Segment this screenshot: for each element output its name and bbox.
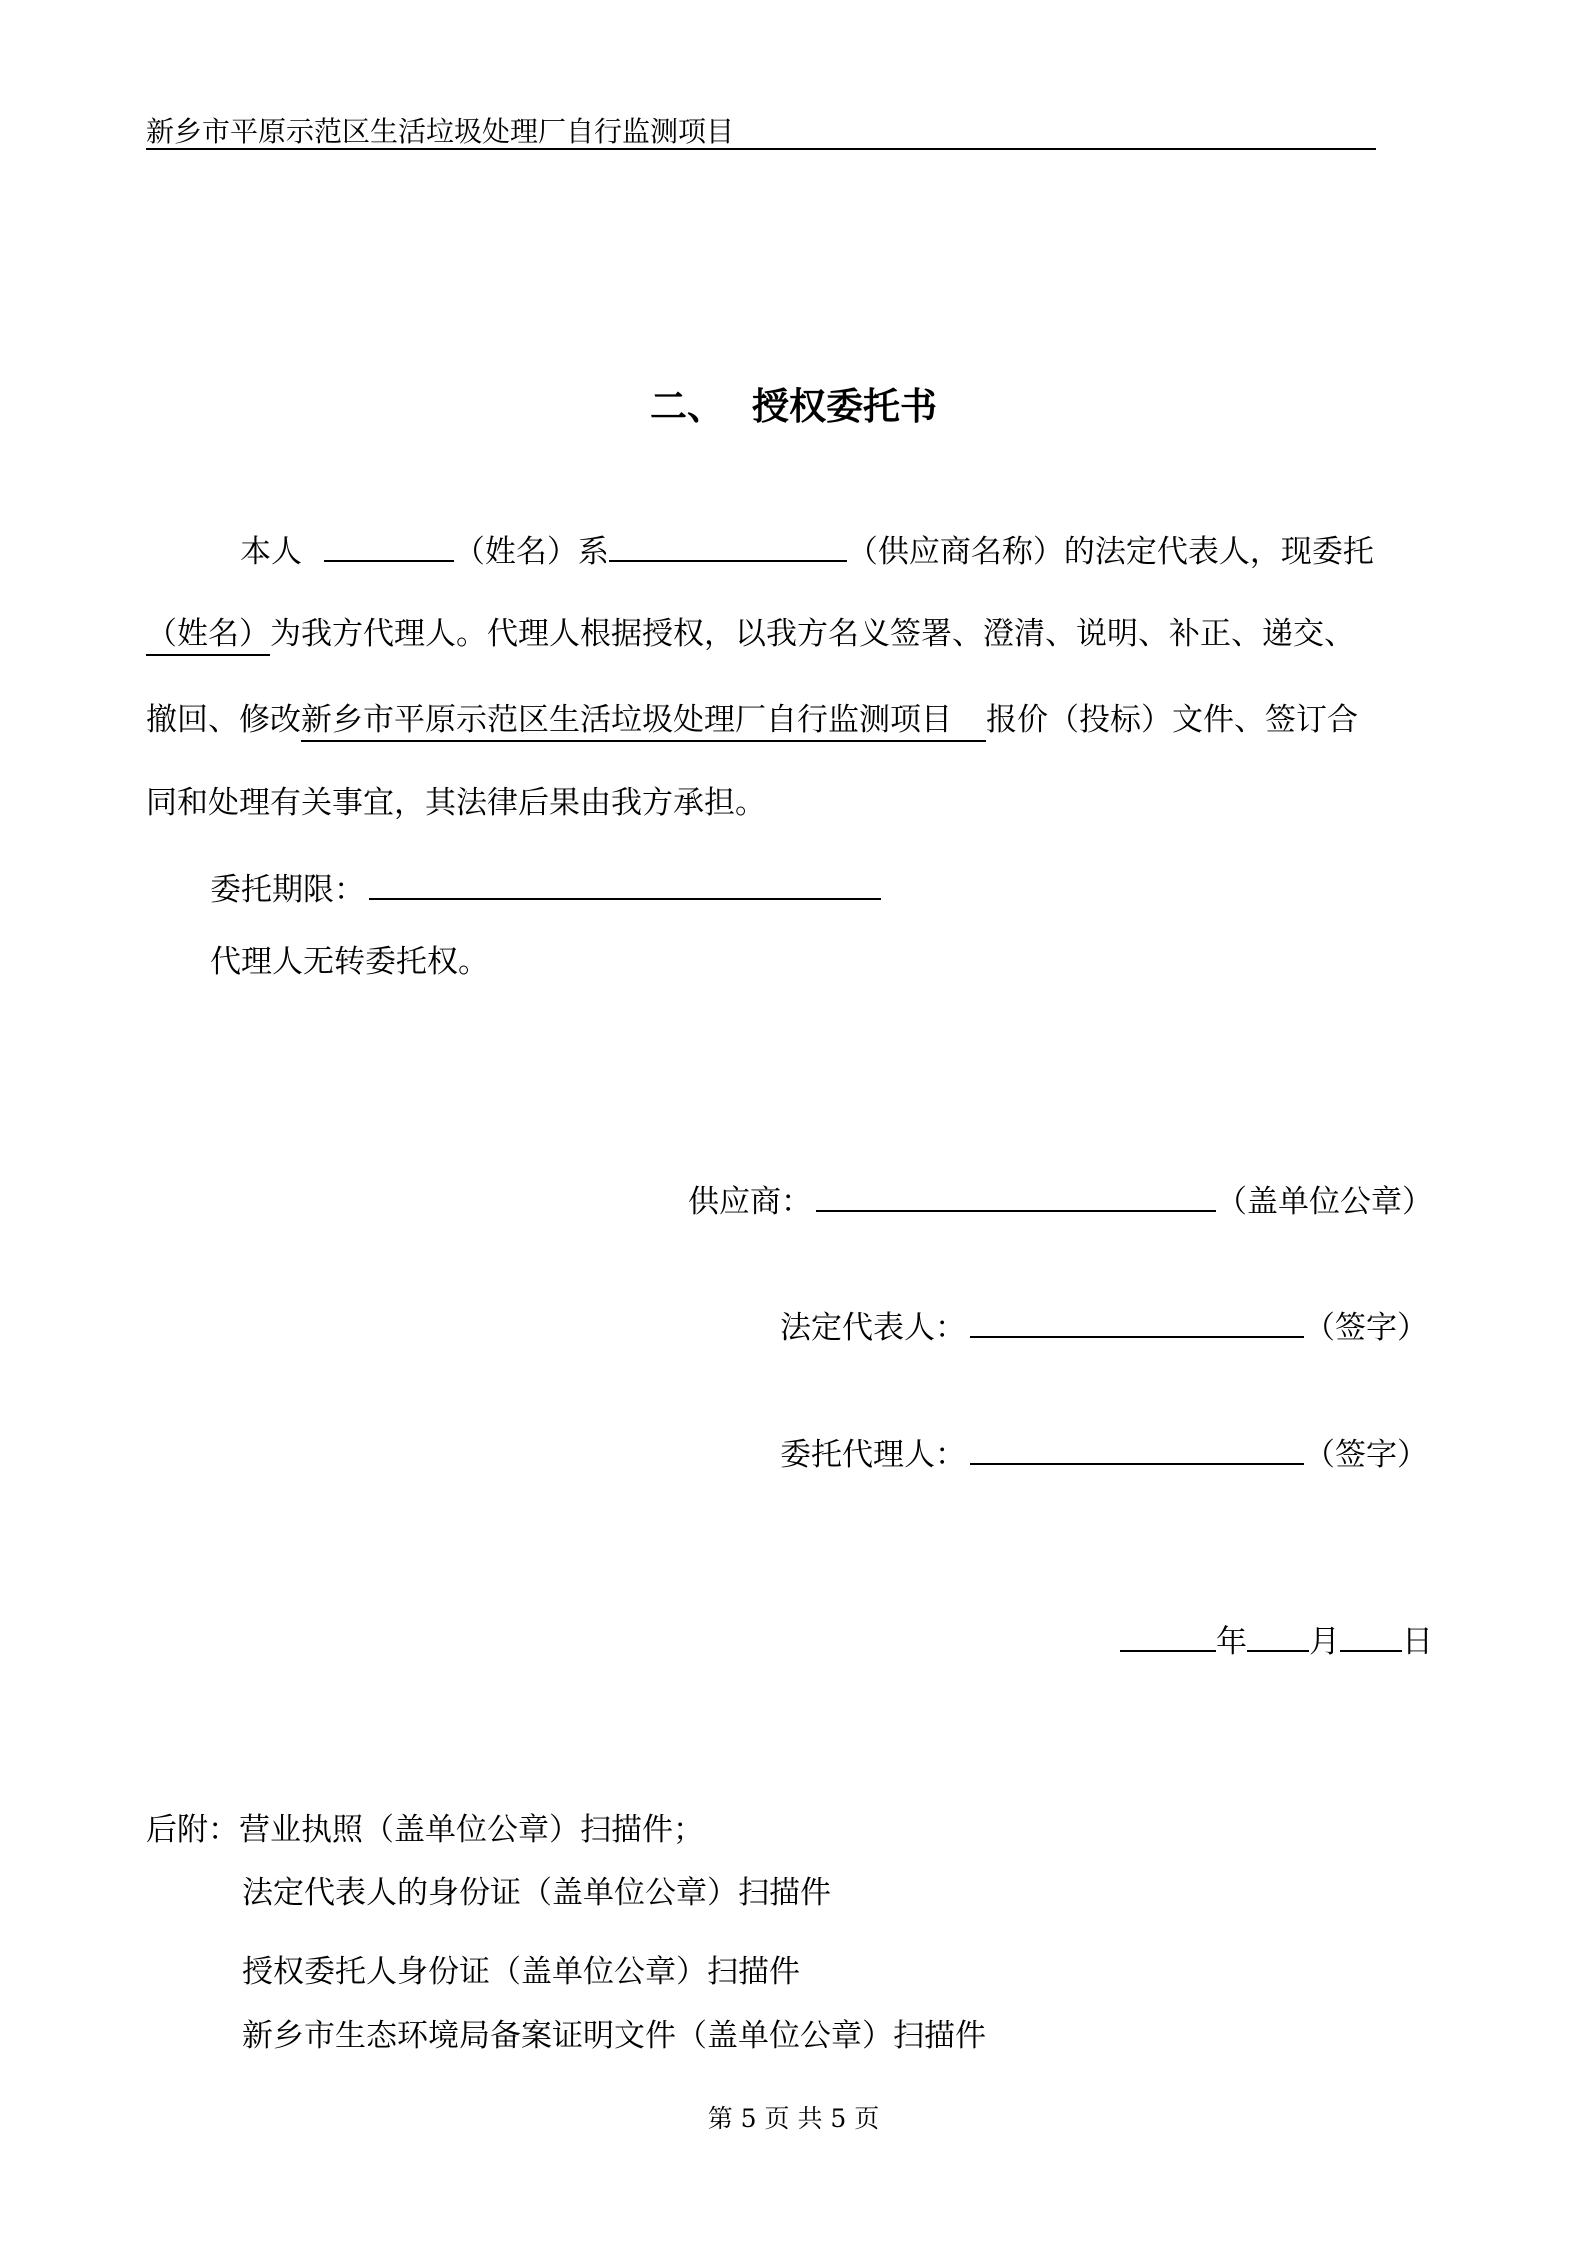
day-blank xyxy=(1340,1650,1402,1652)
supplier-label: 供应商： xyxy=(688,1184,812,1220)
p3-prefix: 撤回、修改 xyxy=(146,702,301,738)
paragraph-line-2 xyxy=(146,614,1355,656)
header-project-name: 新乡市平原示范区生活垃圾处理厂自行监测项目 xyxy=(146,115,735,148)
agent-label: 委托代理人： xyxy=(780,1437,966,1473)
header-rule xyxy=(146,148,1376,150)
entrust-period xyxy=(210,870,881,910)
title-text: 授权委托书 xyxy=(752,384,937,428)
legal-rep-blank xyxy=(970,1336,1304,1338)
agent-signature xyxy=(780,1435,1428,1475)
legal-rep-label: 法定代表人： xyxy=(780,1310,966,1346)
paragraph-line-4: 同和处理有关事宜，其法律后果由我方承担。 xyxy=(146,785,766,821)
attachment-item: 授权委托人身份证（盖单位公章）扫描件 xyxy=(242,1954,800,1990)
page-title xyxy=(0,382,1587,430)
title-number: 二、 xyxy=(650,384,724,428)
name-blank xyxy=(324,560,454,562)
p2-text: 为我方代理人。代理人根据授权，以我方名义签署、澄清、说明、补正、递交、 xyxy=(270,616,1355,652)
supplier-note: （盖单位公章） xyxy=(1216,1184,1433,1220)
supplier-signature xyxy=(688,1182,1433,1222)
paragraph-line-1 xyxy=(240,532,1374,572)
attachments-label: 后附： xyxy=(146,1812,239,1848)
p1-name-hint: （姓名）系 xyxy=(453,534,609,570)
month-label: 月 xyxy=(1309,1624,1340,1660)
year-blank xyxy=(1120,1650,1216,1652)
legal-rep-note: （签字） xyxy=(1304,1310,1428,1346)
month-blank xyxy=(1247,1650,1309,1652)
attachment-text: 营业执照（盖单位公章）扫描件； xyxy=(239,1812,704,1848)
p3-project-name: 新乡市平原示范区生活垃圾处理厂自行监测项目 xyxy=(301,700,986,742)
p1-prefix: 本人 xyxy=(240,534,302,570)
no-sub-delegation: 代理人无转委托权。 xyxy=(210,944,489,980)
supplier-blank xyxy=(816,1210,1216,1212)
period-blank xyxy=(369,898,881,900)
legal-rep-signature xyxy=(780,1308,1428,1348)
p1-supplier-hint: （供应商名称）的法定代表人，现委托 xyxy=(846,534,1374,570)
p3-suffix: 报价（投标）文件、签订合 xyxy=(986,702,1358,738)
day-label: 日 xyxy=(1402,1624,1433,1660)
year-label: 年 xyxy=(1216,1624,1247,1660)
page-footer: 第 5 页 共 5 页 xyxy=(707,2104,880,2133)
attachment-item xyxy=(146,1810,704,1850)
attachment-item: 新乡市生态环境局备案证明文件（盖单位公章）扫描件 xyxy=(242,2018,986,2054)
agent-note: （签字） xyxy=(1304,1437,1428,1473)
agent-blank xyxy=(970,1463,1304,1465)
attachment-item: 法定代表人的身份证（盖单位公章）扫描件 xyxy=(242,1875,831,1911)
signing-date xyxy=(1120,1622,1433,1662)
paragraph-line-3 xyxy=(146,700,1358,742)
period-label: 委托期限： xyxy=(210,872,365,908)
agent-name-underlined: （姓名） xyxy=(146,614,270,656)
supplier-name-blank xyxy=(609,560,847,562)
